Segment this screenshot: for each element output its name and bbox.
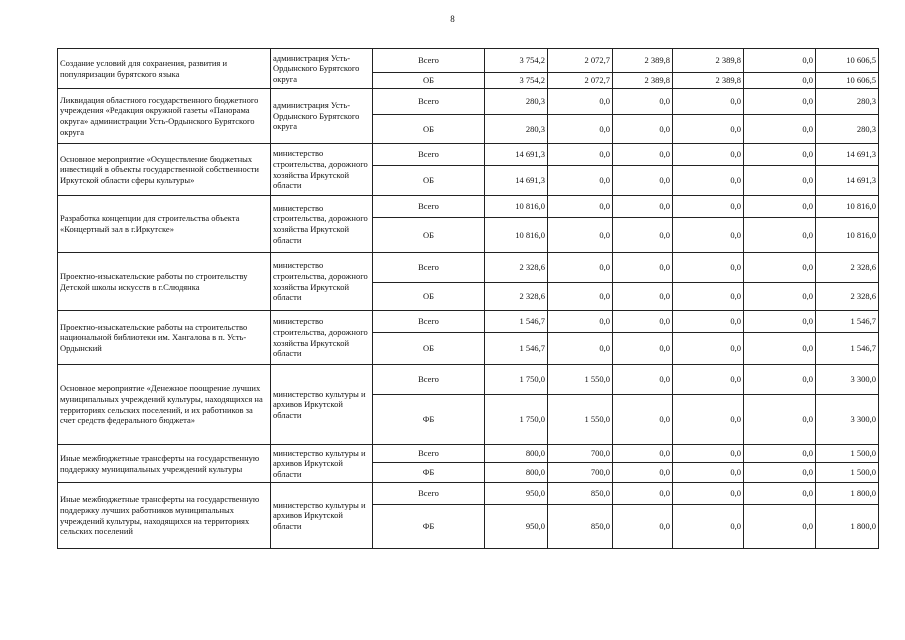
value-cell: 0,0 xyxy=(673,463,744,483)
value-cell: 800,0 xyxy=(485,445,548,463)
value-cell: 0,0 xyxy=(744,365,816,395)
funding-source-cell: Всего xyxy=(373,196,485,218)
total-value-cell: 280,3 xyxy=(816,115,879,144)
table-row xyxy=(58,253,879,283)
total-value-cell: 10 816,0 xyxy=(816,196,879,218)
funding-source-cell: Всего xyxy=(373,365,485,395)
value-cell: 280,3 xyxy=(485,115,548,144)
total-value-cell: 3 300,0 xyxy=(816,395,879,445)
funding-source-cell: ОБ xyxy=(373,218,485,253)
value-cell: 1 550,0 xyxy=(548,395,613,445)
value-cell: 700,0 xyxy=(548,463,613,483)
value-cell: 2 389,8 xyxy=(673,49,744,73)
table-row xyxy=(58,196,879,218)
value-cell: 0,0 xyxy=(744,196,816,218)
total-value-cell: 3 300,0 xyxy=(816,365,879,395)
value-cell: 0,0 xyxy=(548,196,613,218)
value-cell: 0,0 xyxy=(613,89,673,115)
value-cell: 0,0 xyxy=(613,333,673,365)
value-cell: 0,0 xyxy=(673,283,744,311)
total-value-cell: 1 500,0 xyxy=(816,463,879,483)
funding-source-cell: Всего xyxy=(373,445,485,463)
activity-name-cell: Ликвидация областного государственного бюджетного учреждения «Редакция окружной газеты «Панорама округа» администрации Усть-Ордынского Бурятского округа xyxy=(58,89,271,144)
value-cell: 0,0 xyxy=(673,365,744,395)
value-cell: 0,0 xyxy=(744,115,816,144)
value-cell: 950,0 xyxy=(485,505,548,549)
value-cell: 0,0 xyxy=(673,333,744,365)
value-cell: 10 816,0 xyxy=(485,196,548,218)
table-row xyxy=(58,365,879,395)
executor-cell: министерство строительства, дорожного хозяйства Иркутской области xyxy=(271,311,373,365)
funding-source-cell: ОБ xyxy=(373,115,485,144)
value-cell: 0,0 xyxy=(673,253,744,283)
activity-name-cell: Основное мероприятие «Осуществление бюджетных инвестиций в объекты государственной собственности Иркутской области сферы культуры» xyxy=(58,144,271,196)
executor-cell: министерство культуры и архивов Иркутской области xyxy=(271,483,373,549)
value-cell: 3 754,2 xyxy=(485,49,548,73)
funding-source-cell: ОБ xyxy=(373,283,485,311)
value-cell: 1 546,7 xyxy=(485,333,548,365)
value-cell: 0,0 xyxy=(673,505,744,549)
value-cell: 0,0 xyxy=(744,144,816,166)
executor-cell: министерство строительства, дорожного хозяйства Иркутской области xyxy=(271,253,373,311)
funding-source-cell: Всего xyxy=(373,49,485,73)
executor-cell: министерство культуры и архивов Иркутской области xyxy=(271,365,373,445)
activity-name-cell: Разработка концепции для строительства объекта «Концертный зал в г.Иркутске» xyxy=(58,196,271,253)
executor-cell: администрация Усть-Ордынского Бурятского округа xyxy=(271,89,373,144)
value-cell: 0,0 xyxy=(744,166,816,196)
value-cell: 2 328,6 xyxy=(485,283,548,311)
funding-source-cell: ФБ xyxy=(373,395,485,445)
funding-source-cell: Всего xyxy=(373,253,485,283)
value-cell: 0,0 xyxy=(548,218,613,253)
activity-name-cell: Создание условий для сохранения, развития и популяризации бурятского языка xyxy=(58,49,271,89)
value-cell: 2 072,7 xyxy=(548,73,613,89)
value-cell: 850,0 xyxy=(548,505,613,549)
value-cell: 0,0 xyxy=(673,166,744,196)
value-cell: 0,0 xyxy=(744,283,816,311)
value-cell: 0,0 xyxy=(673,483,744,505)
funding-source-cell: ФБ xyxy=(373,505,485,549)
value-cell: 0,0 xyxy=(548,333,613,365)
value-cell: 0,0 xyxy=(613,144,673,166)
table-row xyxy=(58,144,879,166)
value-cell: 0,0 xyxy=(744,73,816,89)
value-cell: 0,0 xyxy=(613,365,673,395)
value-cell: 2 389,8 xyxy=(613,73,673,89)
table-row xyxy=(58,49,879,73)
total-value-cell: 10 606,5 xyxy=(816,49,879,73)
total-value-cell: 1 800,0 xyxy=(816,505,879,549)
value-cell: 2 389,8 xyxy=(613,49,673,73)
value-cell: 0,0 xyxy=(744,253,816,283)
value-cell: 0,0 xyxy=(548,311,613,333)
value-cell: 1 550,0 xyxy=(548,365,613,395)
page-number: 8 xyxy=(450,14,455,24)
activity-name-cell: Иные межбюджетные трансферты на государственную поддержку муниципальных учреждений культуры xyxy=(58,445,271,483)
value-cell: 0,0 xyxy=(613,196,673,218)
value-cell: 3 754,2 xyxy=(485,73,548,89)
value-cell: 0,0 xyxy=(673,218,744,253)
value-cell: 0,0 xyxy=(548,166,613,196)
value-cell: 0,0 xyxy=(673,89,744,115)
value-cell: 0,0 xyxy=(613,505,673,549)
value-cell: 0,0 xyxy=(613,395,673,445)
funding-source-cell: ОБ xyxy=(373,73,485,89)
value-cell: 0,0 xyxy=(548,253,613,283)
total-value-cell: 10 606,5 xyxy=(816,73,879,89)
total-value-cell: 1 546,7 xyxy=(816,333,879,365)
value-cell: 1 546,7 xyxy=(485,311,548,333)
value-cell: 0,0 xyxy=(613,445,673,463)
executor-cell: министерство культуры и архивов Иркутской области xyxy=(271,445,373,483)
value-cell: 0,0 xyxy=(744,445,816,463)
value-cell: 0,0 xyxy=(673,311,744,333)
value-cell: 0,0 xyxy=(744,89,816,115)
value-cell: 0,0 xyxy=(548,89,613,115)
value-cell: 800,0 xyxy=(485,463,548,483)
value-cell: 0,0 xyxy=(744,505,816,549)
total-value-cell: 14 691,3 xyxy=(816,166,879,196)
value-cell: 0,0 xyxy=(744,483,816,505)
value-cell: 0,0 xyxy=(744,333,816,365)
activity-name-cell: Основное мероприятие «Денежное поощрение лучших муниципальных учреждений культуры, находящихся на территориях сельских поселений, и их работников за счет средств федерального бюджета» xyxy=(58,365,271,445)
total-value-cell: 2 328,6 xyxy=(816,253,879,283)
funding-source-cell: Всего xyxy=(373,311,485,333)
value-cell: 2 389,8 xyxy=(673,73,744,89)
table-body xyxy=(58,49,879,549)
value-cell: 2 328,6 xyxy=(485,253,548,283)
executor-cell: министерство строительства, дорожного хозяйства Иркутской области xyxy=(271,144,373,196)
value-cell: 1 750,0 xyxy=(485,365,548,395)
funding-source-cell: Всего xyxy=(373,144,485,166)
table-row xyxy=(58,311,879,333)
value-cell: 0,0 xyxy=(673,395,744,445)
table-row xyxy=(58,445,879,463)
value-cell: 0,0 xyxy=(673,196,744,218)
value-cell: 14 691,3 xyxy=(485,166,548,196)
value-cell: 1 750,0 xyxy=(485,395,548,445)
value-cell: 0,0 xyxy=(613,483,673,505)
value-cell: 0,0 xyxy=(548,115,613,144)
funding-source-cell: ФБ xyxy=(373,463,485,483)
value-cell: 0,0 xyxy=(548,144,613,166)
activity-name-cell: Проектно-изыскательские работы по строительству Детской школы искусств в г.Слюдянка xyxy=(58,253,271,311)
total-value-cell: 1 500,0 xyxy=(816,445,879,463)
budget-table xyxy=(57,48,879,549)
funding-source-cell: Всего xyxy=(373,483,485,505)
table-row xyxy=(58,89,879,115)
value-cell: 0,0 xyxy=(673,445,744,463)
value-cell: 0,0 xyxy=(613,311,673,333)
funding-source-cell: Всего xyxy=(373,89,485,115)
value-cell: 0,0 xyxy=(744,218,816,253)
total-value-cell: 280,3 xyxy=(816,89,879,115)
funding-source-cell: ОБ xyxy=(373,333,485,365)
value-cell: 950,0 xyxy=(485,483,548,505)
value-cell: 2 072,7 xyxy=(548,49,613,73)
executor-cell: министерство строительства, дорожного хозяйства Иркутской области xyxy=(271,196,373,253)
total-value-cell: 14 691,3 xyxy=(816,144,879,166)
funding-source-cell: ОБ xyxy=(373,166,485,196)
executor-cell: администрация Усть-Ордынского Бурятского округа xyxy=(271,49,373,89)
value-cell: 0,0 xyxy=(548,283,613,311)
value-cell: 0,0 xyxy=(744,311,816,333)
value-cell: 14 691,3 xyxy=(485,144,548,166)
value-cell: 0,0 xyxy=(744,49,816,73)
total-value-cell: 1 800,0 xyxy=(816,483,879,505)
value-cell: 0,0 xyxy=(613,115,673,144)
value-cell: 0,0 xyxy=(673,115,744,144)
activity-name-cell: Иные межбюджетные трансферты на государственную поддержку лучших работников муниципальных учреждений культуры, находящихся на территориях сельских поселений xyxy=(58,483,271,549)
value-cell: 850,0 xyxy=(548,483,613,505)
value-cell: 0,0 xyxy=(613,218,673,253)
total-value-cell: 1 546,7 xyxy=(816,311,879,333)
value-cell: 10 816,0 xyxy=(485,218,548,253)
value-cell: 0,0 xyxy=(613,463,673,483)
value-cell: 0,0 xyxy=(744,463,816,483)
table-row xyxy=(58,483,879,505)
value-cell: 0,0 xyxy=(673,144,744,166)
total-value-cell: 2 328,6 xyxy=(816,283,879,311)
value-cell: 0,0 xyxy=(613,253,673,283)
value-cell: 280,3 xyxy=(485,89,548,115)
value-cell: 0,0 xyxy=(613,166,673,196)
activity-name-cell: Проектно-изыскательские работы на строительство национальной библиотеки им. Хангалова в п. Усть-Ордынский xyxy=(58,311,271,365)
value-cell: 0,0 xyxy=(613,283,673,311)
total-value-cell: 10 816,0 xyxy=(816,218,879,253)
value-cell: 700,0 xyxy=(548,445,613,463)
value-cell: 0,0 xyxy=(744,395,816,445)
